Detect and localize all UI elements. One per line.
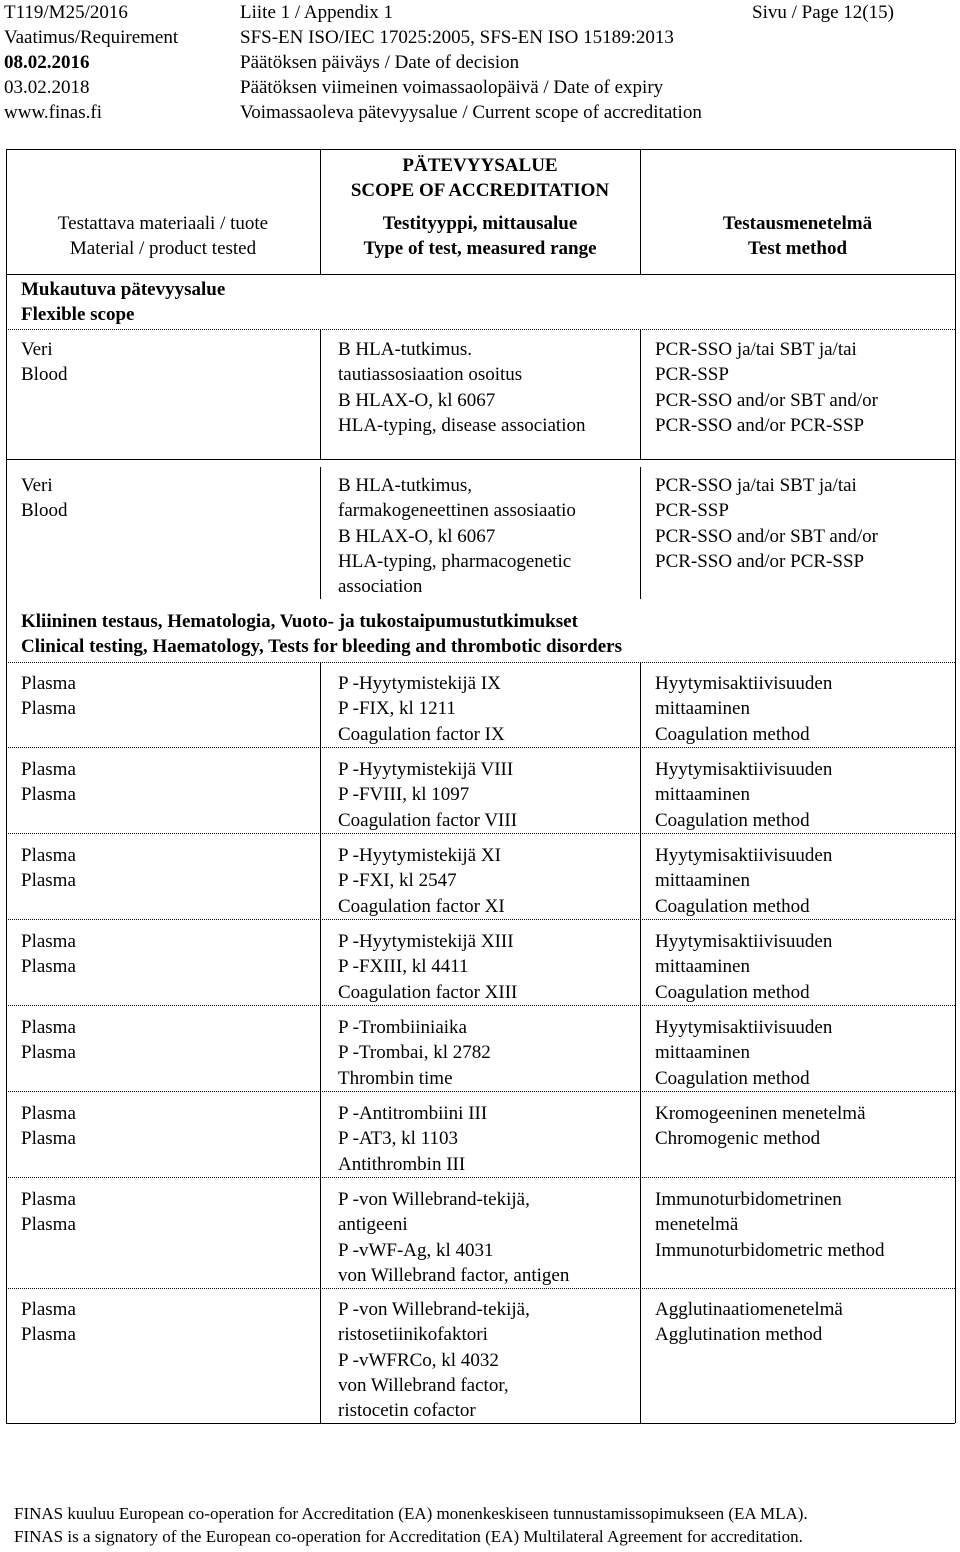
standards: SFS-EN ISO/IEC 17025:2005, SFS-EN ISO 15189:2013 bbox=[240, 27, 674, 48]
expiry-date: 03.02.2018 bbox=[4, 77, 90, 98]
coag-row-3-material: Plasma Plasma bbox=[21, 845, 76, 892]
header-test-method: Testausmenetelmä Test method bbox=[722, 213, 873, 260]
coag-row-2-method: Hyytymisaktiivisuuden mittaaminen Coagulation method bbox=[655, 759, 833, 831]
coag-row-7-method: Immunoturbidometrinen menetelmä Immunoturbidometric method bbox=[655, 1189, 885, 1261]
coag-row-6-material: Plasma Plasma bbox=[21, 1103, 76, 1150]
coag-row-4-material: Plasma Plasma bbox=[21, 931, 76, 978]
coag-row-8-test: P -von Willebrand-tekijä, ristosetiinikofaktori P -vWFRCo, kl 4032 von Willebrand factor, ristocetin cofactor bbox=[338, 1299, 530, 1422]
header-test-type: Testityyppi, mittausalue Type of test, measured range bbox=[363, 213, 597, 260]
coag-row-2-test: P -Hyytymistekijä VIII P -FVIII, kl 1097 Coagulation factor VIII bbox=[338, 759, 518, 831]
coag-row-3-method: Hyytymisaktiivisuuden mittaaminen Coagulation method bbox=[655, 845, 833, 917]
hla-row-1-method: PCR-SSO ja/tai SBT ja/tai PCR-SSP PCR-SSO and/or SBT and/or PCR-SSO and/or PCR-SSP bbox=[655, 339, 878, 436]
section-heading: Kliininen testaus, Hematologia, Vuoto- ja tukostaipumustutkimukset Clinical testing, Haematology, Tests for bleeding and thrombotic disorders bbox=[21, 611, 622, 658]
coag-row-2-material: Plasma Plasma bbox=[21, 759, 76, 806]
coag-row-3-test: P -Hyytymistekijä XI P -FXI, kl 2547 Coagulation factor XI bbox=[338, 845, 505, 917]
coag-row-6-test: P -Antitrombiini III P -AT3, kl 1103 Antithrombin III bbox=[338, 1103, 488, 1175]
coag-row-8-method: Agglutinaatiomenetelmä Agglutination method bbox=[655, 1299, 843, 1346]
coag-row-5-method: Hyytymisaktiivisuuden mittaaminen Coagulation method bbox=[655, 1017, 833, 1089]
decision-date: 08.02.2016 bbox=[4, 52, 90, 73]
page-number: Sivu / Page 12(15) bbox=[752, 2, 894, 23]
flexible-scope-label: Mukautuva pätevyysalue Flexible scope bbox=[21, 279, 226, 326]
header-scope-title: PÄTEVYYSALUE SCOPE OF ACCREDITATION bbox=[350, 155, 610, 202]
hla-row-2-method: PCR-SSO ja/tai SBT ja/tai PCR-SSP PCR-SSO and/or SBT and/or PCR-SSO and/or PCR-SSP bbox=[655, 475, 878, 572]
hla-row-2-material: Veri Blood bbox=[21, 475, 68, 522]
header-material: Testattava materiaali / tuote Material / product tested bbox=[57, 213, 269, 260]
coag-row-4-test: P -Hyytymistekijä XIII P -FXIII, kl 4411 Coagulation factor XIII bbox=[338, 931, 518, 1003]
appendix-label: Liite 1 / Appendix 1 bbox=[240, 2, 394, 23]
coag-row-7-test: P -von Willebrand-tekijä, antigeeni P -vWF-Ag, kl 4031 von Willebrand factor, antigen bbox=[338, 1189, 570, 1286]
hla-row-1-material: Veri Blood bbox=[21, 339, 68, 386]
hla-row-2-test: B HLA-tutkimus, farmakogeneettinen assosiaatio B HLAX-O, kl 6067 HLA-typing, pharmacogenetic association bbox=[338, 475, 576, 598]
coag-row-1-test: P -Hyytymistekijä IX P -FIX, kl 1211 Coagulation factor IX bbox=[338, 673, 505, 745]
website-link[interactable]: www.finas.fi bbox=[4, 102, 102, 123]
coag-row-7-material: Plasma Plasma bbox=[21, 1189, 76, 1236]
expiry-label: Päätöksen viimeinen voimassaolopäivä / Date of expiry bbox=[240, 77, 664, 98]
coag-row-5-test: P -Trombiiniaika P -Trombai, kl 2782 Thrombin time bbox=[338, 1017, 491, 1089]
coag-row-1-material: Plasma Plasma bbox=[21, 673, 76, 720]
coag-row-1-method: Hyytymisaktiivisuuden mittaaminen Coagulation method bbox=[655, 673, 833, 745]
coag-row-6-method: Kromogeeninen menetelmä Chromogenic method bbox=[655, 1103, 866, 1150]
footer-note: FINAS kuuluu European co-operation for Accreditation (EA) monenkeskiseen tunnustamissopimukseen (EA MLA). FINAS is a signatory of the European co-operation for Accreditation (EA) Multilateral Agreement for accreditation. bbox=[14, 1504, 808, 1546]
coag-row-5-material: Plasma Plasma bbox=[21, 1017, 76, 1064]
coag-row-4-method: Hyytymisaktiivisuuden mittaaminen Coagulation method bbox=[655, 931, 833, 1003]
doc-id: T119/M25/2016 bbox=[4, 2, 128, 23]
coag-row-8-material: Plasma Plasma bbox=[21, 1299, 76, 1346]
hla-row-1-test: B HLA-tutkimus. tautiassosiaation osoitus B HLAX-O, kl 6067 HLA-typing, disease association bbox=[338, 339, 586, 436]
scope-label: Voimassaoleva pätevyysalue / Current scope of accreditation bbox=[240, 102, 702, 123]
decision-label: Päätöksen päiväys / Date of decision bbox=[240, 52, 520, 73]
requirement-label: Vaatimus/Requirement bbox=[4, 27, 179, 48]
